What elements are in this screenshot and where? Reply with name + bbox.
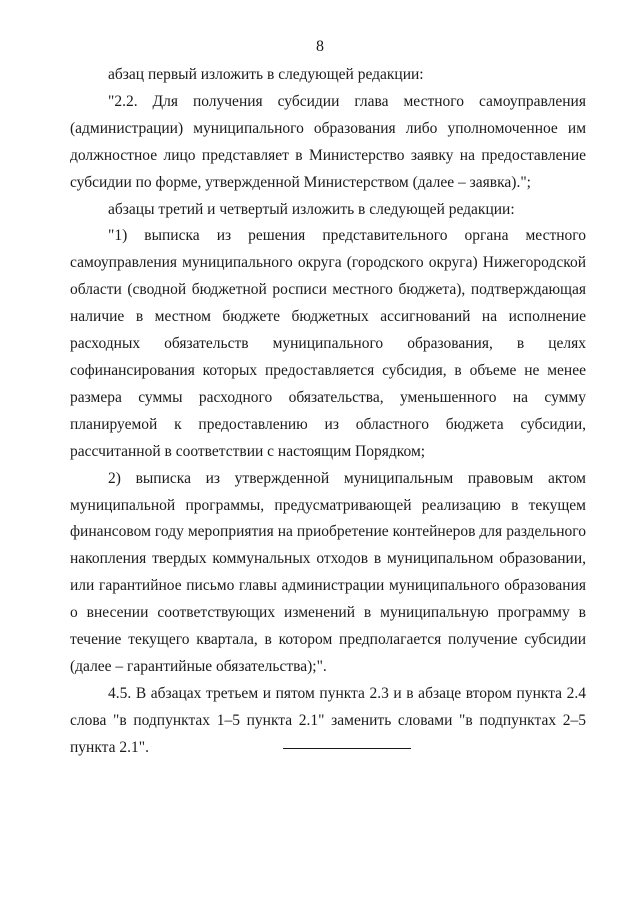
page-number: 8 <box>316 38 324 55</box>
end-separator-line <box>283 748 411 749</box>
paragraph-amend-first: абзац первый изложить в следующей редакции: <box>108 66 424 83</box>
document-body <box>70 62 586 762</box>
paragraph-item-1: "1) выписка из решения представительного органа местного самоуправления муниципального округа (городского округа) Нижегородской области (сводной бюджетной росписи местного бюджета), подтверждающая наличие в местном бюджете бюджетных ассигнований на исполнение расходных обязательств муниципального образования, в целях софинансирования которых предоставляется субсидия, в объеме не менее размера суммы расходного обязательства, уменьшенного на сумму планируемой к предоставлению из областного бюджета субсидии, рассчитанной в соответствии с настоящим Порядком; <box>70 227 586 460</box>
paragraph-clause-4-5: 4.5. В абзацах третьем и пятом пункта 2.3 и в абзаце втором пункта 2.4 слова "в подпунктах 1–5 пункта 2.1" заменить словами "в подпунктах 2–5 пункта 2.1". <box>70 684 586 756</box>
paragraph-clause-2-2: "2.2. Для получения субсидии глава местного самоуправления (администрации) муниципального образования либо уполномоченное им должностное лицо представляет в Министерство заявку на предоставление субсидии по форме, утвержденной Министерством (далее – заявка)."; <box>70 92 586 191</box>
paragraph-item-2: 2) выписка из утвержденной муниципальным правовым актом муниципальной программы, предусматривающей реализацию в текущем финансовом году мероприятия на приобретение контейнеров для раздельного накопления твердых коммунальных отходов в муниципальном образовании, или гарантийное письмо главы администрации муниципального образования о внесении соответствующих изменений в муниципальную программу в течение текущего квартала, в котором предполагается получение субсидии (далее – гарантийные обязательства);". <box>70 469 586 675</box>
paragraph-amend-third-fourth: абзацы третий и четвертый изложить в следующей редакции: <box>108 200 515 218</box>
